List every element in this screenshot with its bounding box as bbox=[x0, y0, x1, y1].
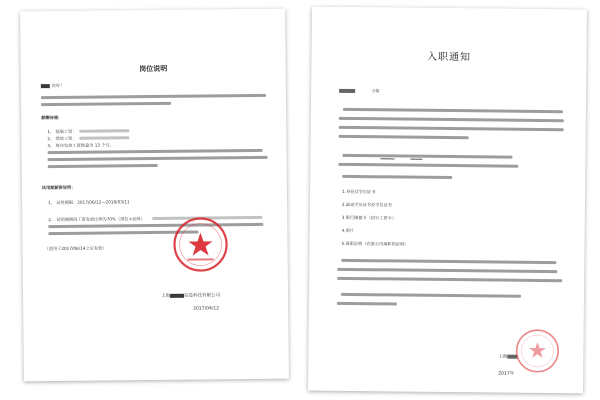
company-signature bbox=[161, 292, 220, 299]
salary-item-3: 3、 每年发放工资数量为 13 个月。 bbox=[47, 142, 114, 149]
document-list-item-4: 4.照片 bbox=[341, 227, 355, 234]
text-line bbox=[339, 117, 564, 122]
text-line bbox=[48, 164, 158, 168]
document-list-item-1: 1.身份及学位证书 bbox=[342, 188, 376, 195]
employment-notice-title: 入职通知 bbox=[426, 51, 472, 64]
company-seal-icon bbox=[513, 327, 562, 376]
text-line bbox=[337, 268, 557, 273]
probation-item-2: 2、 试用期期间工资发放比例为70%（岗位+品级） bbox=[48, 216, 145, 223]
probation-item-1: 1、 试用期限：2017/06/12—2018/03/11 bbox=[48, 199, 130, 206]
document-date: 2017年 bbox=[498, 371, 515, 377]
text-line bbox=[41, 102, 171, 106]
fill-in-underline bbox=[380, 158, 394, 159]
document-date: 2017/04/12 bbox=[193, 306, 220, 312]
fill-in-underline bbox=[410, 159, 422, 160]
text-line bbox=[341, 293, 521, 297]
text-line bbox=[48, 149, 263, 154]
text-line bbox=[341, 259, 556, 264]
text-line bbox=[339, 135, 469, 139]
redacted-name bbox=[339, 89, 355, 93]
text-line bbox=[79, 136, 129, 139]
text-line bbox=[339, 126, 564, 131]
text-line bbox=[337, 277, 562, 282]
text-line bbox=[338, 163, 518, 167]
validity-note: （适用于2017/06/14之后有效） bbox=[44, 245, 107, 252]
salutation-text: 小姐 bbox=[371, 88, 380, 94]
greeting-text: 你好！ bbox=[51, 82, 65, 89]
job-description-title: 岗位说明 bbox=[139, 64, 168, 74]
job-description-document bbox=[20, 9, 289, 382]
redacted-name bbox=[41, 84, 50, 88]
company-seal-icon bbox=[170, 214, 231, 275]
salary-item-2: 2、 绩效工资： bbox=[47, 135, 77, 142]
text-line bbox=[342, 154, 512, 158]
text-line bbox=[79, 129, 129, 132]
text-line bbox=[41, 94, 266, 99]
text-line bbox=[48, 156, 268, 161]
text-line bbox=[342, 175, 452, 179]
redacted-company bbox=[170, 293, 184, 297]
probation-section-heading: 试用期薪资说明： bbox=[41, 184, 76, 191]
text-line bbox=[343, 108, 563, 113]
employment-notice-document bbox=[308, 7, 587, 394]
company-name-suffix: 信息科技有限公司 bbox=[184, 293, 221, 299]
document-list-item-2: 2.最高学历证书及学位证书 bbox=[341, 201, 393, 208]
text-line bbox=[48, 223, 263, 228]
company-name-prefix: 上海 bbox=[161, 293, 171, 299]
company-name-prefix: 上海 bbox=[498, 354, 508, 360]
document-list-item-3: 3.银行储蓄卡（招行工资卡） bbox=[341, 214, 397, 221]
document-list-item-5: 5.离职证明（在原公司离职的证明） bbox=[341, 240, 409, 247]
text-line bbox=[337, 302, 397, 305]
salary-section-heading: 薪酬待遇： bbox=[41, 114, 63, 121]
salary-item-1: 1、 基础工资： bbox=[47, 128, 77, 135]
